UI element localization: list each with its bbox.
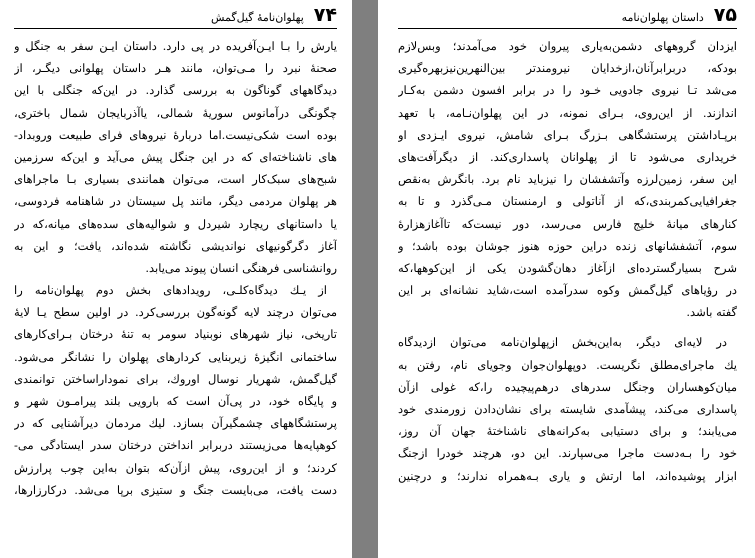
text-line: یارش را بـا ایـن‌آفریده در پی دارد. داستان ایـن سفر به جنگل و	[14, 39, 337, 53]
text-line: میان‌کوهساران وجنگل سدرهای درهم‌پیچیده را،که غولی ازآن	[398, 379, 737, 394]
paragraph-start-line: در لایه‌ای دیگر، به‌این‌بخش ازپهلوان‌نامه می‌توان ازدیدگاه	[398, 335, 727, 350]
text-line: این سفر، زمین‌لرزه وآتشفشان را نیزباید نام برد. بانگرش به‌نقص	[398, 172, 737, 187]
text-line: شبح‌های سبک‌کار است، می‌توان همانندی بسیاری بـا ماجراهای	[14, 172, 337, 187]
left-page-header	[14, 5, 337, 29]
right-page-body	[398, 35, 737, 487]
text-line: می‌شد تـا نیروی جادویی خـود را در برابر افسون دشمن به‌کـار	[398, 83, 737, 98]
text-line: یا داستانهای ریچارد شیردل و شوالیه‌های سده‌های میانه،که در	[14, 216, 337, 231]
text-line: چگونگی درآمانوس سوریهٔ شمالی، یاآذربایجان شمال باختری،	[14, 105, 337, 120]
text-line: ایزدان گروههای دشمن‌به‌یاری پیروان خود می‌آمدند؛ وبس‌لازم	[398, 39, 737, 53]
text-line: ساختمانی انگیزهٔ زیربنایی کردارهای پهلوان را نشانگر می‌شود.	[14, 349, 337, 364]
left-page-number: ۷۴	[313, 4, 337, 26]
right-page	[378, 0, 755, 558]
text-line: کردند؛ و از این‌روی، پیش ازآن‌که بتوان به‌این چوب پرارزش	[14, 460, 337, 475]
text-line: ابزار پوشیده‌اند، اما ارتش و یاری بـه‌همراه ندارند؛ و درچنین	[398, 468, 737, 483]
text-line: های ناشناخته‌ای که در این جنگل پیش می‌آید و این‌که سرزمین	[14, 149, 337, 164]
paragraph-end-line: روانشناسی فرهنگی انسان پیوند می‌یابد.	[145, 260, 337, 275]
text-line: دیدگاههای گوناگون به بررسی گذارد. در این‌که جنگلی با این	[14, 83, 337, 98]
text-line: صحنهٔ نبرد را مـی‌توان، مانند هـر داستان پهلوانی دیگـر، از	[14, 61, 337, 76]
text-line: یك ماجرای‌مطلق نگریست. دوپهلوان‌جوان وجویای نام، رفتن به	[398, 357, 737, 372]
text-line: خریداری می‌شود تا از پهلوانان پاسداری‌کند. از دیگرآفت‌های	[398, 149, 737, 164]
text-line: هر پهلوان مردمی دیگر، مانند پل سیستان در شاهنامه فردوسی،	[14, 194, 337, 209]
right-running-head: داستان پهلوان‌نامه	[621, 11, 704, 24]
text-line: می‌توان درچند لایه گونه‌گون بررسی‌کرد. در اولین سطح یـا لایهٔ	[14, 305, 337, 320]
paragraph-end-line: گفته باشد.	[686, 305, 737, 320]
left-page-body	[14, 35, 337, 501]
text-line: کوهپایه‌ها می‌زیستند دربرابر انداختن درختان سدر ایستادگی می-	[14, 438, 337, 453]
text-line: گیل‌گمش، شهریار نوسال اوروك، برای نموداراساختن توانمندی	[14, 371, 337, 386]
text-line: سوم، آتشفشانهای زنده دراین حوزه هنوز جوشان بوده باشد؛ و	[398, 238, 737, 253]
text-line: پرستشگاههای چشمگیرآن بسازد. لیك مردمان دیرآشنایی که در	[14, 416, 337, 431]
text-line: برپـاداشتن پرستشگاهی بـزرگ بـرای شامش، نیروی ایـزدی او	[398, 127, 737, 142]
text-line: آغاز دگرگونیهای نواندیشی نگاشته شده‌اند، یافت؛ و این به	[14, 238, 337, 253]
text-line: دست یافت، می‌بایست جنگ و ستیزی برپا می‌شد. درکارزارها،	[14, 482, 337, 497]
text-line: و پایگاه خود، در پی‌آن است که بارویی بلند پیرامـون شهر و	[14, 394, 337, 408]
text-line: جغرافیایی‌کمربندی،که از آناتولی و ارمنستان مـی‌گذرد و تا به	[398, 194, 737, 209]
left-running-head: پهلوان‌نامهٔ گیل‌گمش	[211, 11, 304, 24]
text-line: بودکه، دربرابرآنان،ازخدایان نیرومندتر بین‌النهرین‌نیزبهره‌گیری	[398, 61, 737, 76]
right-page-number: ۷۵	[713, 4, 737, 26]
paragraph-start-line: از یـك دیدگاه‌کلـی، رویدادهای بخش دوم پهلوان‌نامه را	[14, 283, 327, 298]
text-line: پاسداری می‌کند، پیشآمدی شایسته برای نشان‌دادن زورمندی خود	[398, 402, 737, 416]
left-page	[0, 0, 352, 558]
right-page-header	[398, 5, 737, 29]
text-line: در رؤیاهای گیل‌گمش وکوه سدرآمده است،شاید نشانه‌ای بر این	[398, 283, 737, 298]
text-line: تاریخی، نیاز شهرهای نوبنیاد سومر به تنهٔ درختان بـرای‌کارهای	[14, 327, 337, 342]
text-line: شرح بسیارگسترده‌ای ازآغاز دهان‌گشودن یکی از این‌کوهها،که	[398, 260, 737, 275]
text-line: می‌یابند؛ و برای دستیابی به‌کرانه‌های ناشناختهٔ جهان آن روز،	[398, 424, 737, 439]
text-line: بوده است شکی‌نیست.اما دربارهٔ نیروهای فرای طبیعت وروبداد-	[14, 127, 337, 142]
text-line: خود را بـه‌دست ماجرا می‌سپارند. این دو، هرچند خودرا ازجنگ	[398, 446, 737, 461]
text-line: کنارهای میانهٔ خلیج فارس می‌رسد، دور نیست‌که تاآغازهزارهٔ	[398, 216, 737, 231]
text-line: اندازند. از این‌روی، بـرای نمونه، در این پهلوان‌نـامه، با تعهد	[398, 105, 737, 120]
